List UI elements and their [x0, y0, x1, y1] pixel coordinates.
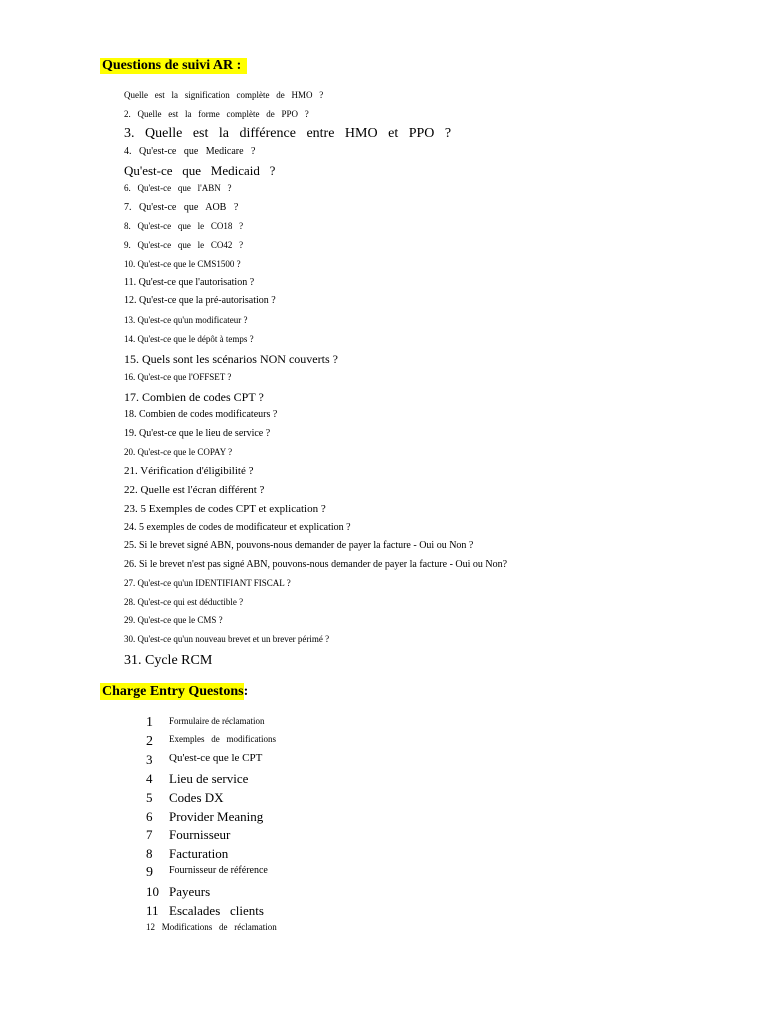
list-item: 10. Qu'est-ce que le CMS1500 ? [124, 259, 241, 269]
list-item-number: 10 [146, 884, 159, 899]
list-item-text: Payeurs [169, 884, 211, 899]
list-item-number: 1 [146, 715, 153, 730]
list-item-number: 5 [146, 790, 153, 805]
list-item-text: Lieu de service [169, 771, 249, 786]
list-item: 12 Modifications de réclamation [146, 922, 277, 932]
list-item: 12. Qu'est-ce que la pré-autorisation ? [124, 295, 276, 306]
list-item: 18. Combien de codes modificateurs ? [124, 409, 278, 420]
list-item: Qu'est-ce que Medicaid ? [124, 163, 276, 178]
list-item-number: 8 [146, 846, 153, 861]
list-item-number: 2 [146, 734, 153, 749]
list-item-number: 3 [146, 752, 153, 767]
list-item-number: 9 [146, 865, 153, 880]
list-item: 31. Cycle RCM [124, 653, 213, 668]
list-item-text: Fournisseur de référence [169, 865, 268, 876]
list-item: 30. Qu'est-ce qu'un nouveau brevet et un brever périmé ? [124, 634, 330, 644]
list-item: 27. Qu'est-ce qu'un IDENTIFIANT FISCAL ? [124, 578, 291, 588]
list-item-number: 11 [146, 903, 159, 918]
list-item: Quelle est la signification complète de HMO ? [124, 90, 324, 100]
list-item: 26. Si le brevet n'est pas signé ABN, pouvons-nous demander de payer la facture - Oui ou Non? [124, 559, 508, 570]
list-item-number: 6 [146, 809, 153, 824]
list-item: 13. Qu'est-ce qu'un modificateur ? [124, 315, 248, 325]
list-item-text: Facturation [169, 846, 229, 861]
list-item-text: Exemples de modifications [169, 734, 276, 744]
list-item-text: Provider Meaning [169, 809, 264, 824]
section-heading-colon: : [243, 684, 249, 699]
list-item: 4. Qu'est-ce que Medicare ? [124, 146, 256, 157]
list-item: 23. 5 Exemples de codes CPT et explication ? [124, 503, 326, 515]
list-item-text: Escalades clients [169, 903, 264, 918]
list-item: 8. Qu'est-ce que le CO18 ? [124, 221, 244, 231]
list-item: 15. Quels sont les scénarios NON couverts ? [124, 352, 338, 366]
list-item: 22. Quelle est l'écran différent ? [124, 484, 265, 496]
list-item: 17. Combien de codes CPT ? [124, 390, 264, 404]
list-item-text: Formulaire de réclamation [169, 716, 265, 726]
list-item: 6. Qu'est-ce que l'ABN ? [124, 183, 232, 193]
list-item: 25. Si le brevet signé ABN, pouvons-nous demander de payer la facture - Oui ou Non ? [124, 540, 474, 551]
list-item: 20. Qu'est-ce que le COPAY ? [124, 447, 233, 457]
list-item-text: Qu'est-ce que le CPT [169, 752, 263, 764]
section-heading-ar: Questions de suivi AR : [100, 58, 247, 74]
list-item-text: Fournisseur [169, 827, 231, 842]
list-item-number: 7 [146, 827, 153, 842]
list-item: 16. Qu'est-ce que l'OFFSET ? [124, 372, 232, 382]
list-item: 21. Vérification d'éligibilité ? [124, 465, 254, 477]
list-item-text: Codes DX [169, 790, 224, 805]
list-item: 9. Qu'est-ce que le CO42 ? [124, 240, 244, 250]
list-item: 29. Qu'est-ce que le CMS ? [124, 615, 223, 625]
section-heading-charge-entry [100, 685, 248, 699]
section-heading-charge-entry-text: Charge Entry Questons [102, 684, 244, 699]
list-item: 24. 5 exemples de codes de modificateur et explication ? [124, 522, 351, 533]
list-item: 14. Qu'est-ce que le dépôt à temps ? [124, 334, 254, 344]
list-item: 11. Qu'est-ce que l'autorisation ? [124, 277, 255, 288]
list-item: 28. Qu'est-ce qui est déductible ? [124, 597, 244, 607]
list-item: 3. Quelle est la différence entre HMO et PPO ? [124, 126, 452, 141]
list-item: 7. Qu'est-ce que AOB ? [124, 202, 239, 213]
list-item-number: 4 [146, 771, 153, 786]
list-item: 19. Qu'est-ce que le lieu de service ? [124, 428, 271, 439]
list-item: 2. Quelle est la forme complète de PPO ? [124, 109, 309, 119]
